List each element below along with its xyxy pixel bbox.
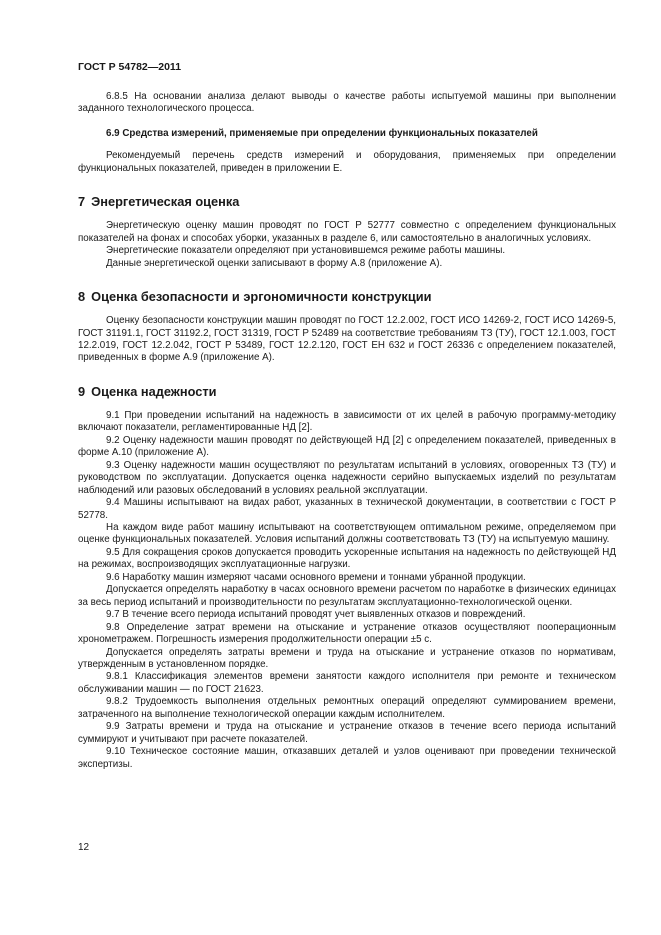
section-number: 8: [78, 289, 86, 305]
paragraph: 9.8.2 Трудоемкость выполнения отдельных ремонтных операций определяют суммированием времени, затраченного на выполнение технологической операции каждым исполнителем.: [78, 696, 616, 720]
section-heading: [78, 289, 616, 304]
paragraph: 9.9 Затраты времени и труда на отыскание и устранение отказов в течение всего периода испытаний суммируют и учитывают при расчете показателей.: [78, 721, 616, 745]
paragraph: На каждом виде работ машину испытывают на соответствующем оптимальном режиме, определяемом при оценке функциональных показателей. Условия испытаний должны соответствовать ТЗ (ТУ) на испытуемую машину.: [78, 521, 616, 546]
paragraph: Допускается определять затраты времени и труда на отыскание и устранение отказов по нормативам, утвержденным в установленном порядке.: [78, 646, 616, 670]
subsection-heading: 6.9 Средства измерений, применяемые при определении функциональных показателей: [106, 127, 538, 139]
section-number: 9: [78, 383, 86, 399]
paragraph: 9.5 Для сокращения сроков допускается проводить ускоренные испытания на надежность по действующей НД на режимах, воспроизводящих эксплуатационные нагрузки.: [78, 546, 616, 571]
paragraph: Энергетическую оценку машин проводят по ГОСТ Р 52777 совместно с определением функциональных показателей на фонах и способах уборки, указанных в разделе 6, или самостоятельно в аналогичных условиях.: [78, 220, 616, 244]
paragraph: 9.8.1 Классификация элементов времени занятости каждого исполнителя при ремонте и техническом обслуживании машин — по ГОСТ 21623.: [78, 671, 616, 695]
paragraph: 9.10 Техническое состояние машин, отказавших деталей и узлов оценивают при проведении технической экспертизы.: [78, 746, 616, 770]
paragraph: Данные энергетической оценки записывают в форму А.8 (приложение А).: [106, 257, 443, 269]
paragraph: 9.3 Оценку надежности машин осуществляют по результатам испытаний в условиях, оговоренных ТЗ (ТУ) и руководством по эксплуатации. Допускается оценка надежности серийно выпускаемых изделий по результатам наблюдений или разовых обследований в условиях реальной эксплуатации.: [78, 459, 616, 496]
paragraph: 9.1 При проведении испытаний на надежность в зависимости от их целей в рабочую программу-методику включают показатели, регламентированные НД [2].: [78, 409, 616, 434]
paragraph: Допускается определять наработку в часах основного времени расчетом по наработке в физических единицах за весь период испытаний и производительности по результатам эксплуатационно-технологической оценки.: [78, 584, 616, 608]
section-title: Оценка безопасности и эргономичности конструкции: [91, 289, 432, 305]
paragraph: 9.6 Наработку машин измеряют часами основного времени и тоннами убранной продукции.: [106, 571, 526, 583]
section-number: 7: [78, 194, 86, 210]
section-heading: [78, 384, 616, 399]
section-title: Энергетическая оценка: [91, 194, 240, 210]
page-number: 12: [78, 842, 90, 853]
section-title: Оценка надежности: [91, 383, 217, 399]
paragraph: 9.2 Оценку надежности машин проводят по действующей НД [2] с определением показателей, приведенных в форме А.10 (приложение А).: [78, 434, 616, 459]
paragraph: 9.7 В течение всего периода испытаний проводят учет выявленных отказов и повреждений.: [106, 609, 526, 621]
paragraph: 6.8.5 На основании анализа делают выводы о качестве работы испытуемой машины при выполнении заданного технологического процесса.: [78, 91, 616, 115]
paragraph: Рекомендуемый перечень средств измерений и оборудования, применяемых при определении функциональных показателей, приведен в приложении Е.: [78, 150, 616, 174]
document-header: ГОСТ Р 54782—2011: [78, 61, 182, 73]
paragraph: Энергетические показатели определяют при установившемся режиме работы машины.: [106, 245, 506, 257]
paragraph: Оценку безопасности конструкции машин проводят по ГОСТ 12.2.002, ГОСТ ИСО 14269-2, ГОСТ ИСО 14269-5, ГОСТ 31191.1, ГОСТ 31192.2, ГОСТ 31319, ГОСТ Р 52489 на соответствие требованиям ТЗ (ТУ), ГОСТ 12.1.003, ГОСТ 12.2.019, ГОСТ 12.2.042, ГОСТ Р 53489, ГОСТ 12.2.120, ГОСТ ЕН 632 и ГОСТ 26336 с определением показателей, приведенных в форме А.9 (приложение А).: [78, 315, 616, 364]
paragraph: 9.8 Определение затрат времени на отыскание и устранение отказов осуществляют пооперационным хронометражем. Погрешность измерения продолжительности операции ±5 с.: [78, 621, 616, 646]
paragraph: 9.4 Машины испытывают на видах работ, указанных в технической документации, в соответствии с ГОСТ Р 52778.: [78, 497, 616, 521]
document-body: [78, 91, 616, 771]
section-heading: [78, 194, 616, 209]
